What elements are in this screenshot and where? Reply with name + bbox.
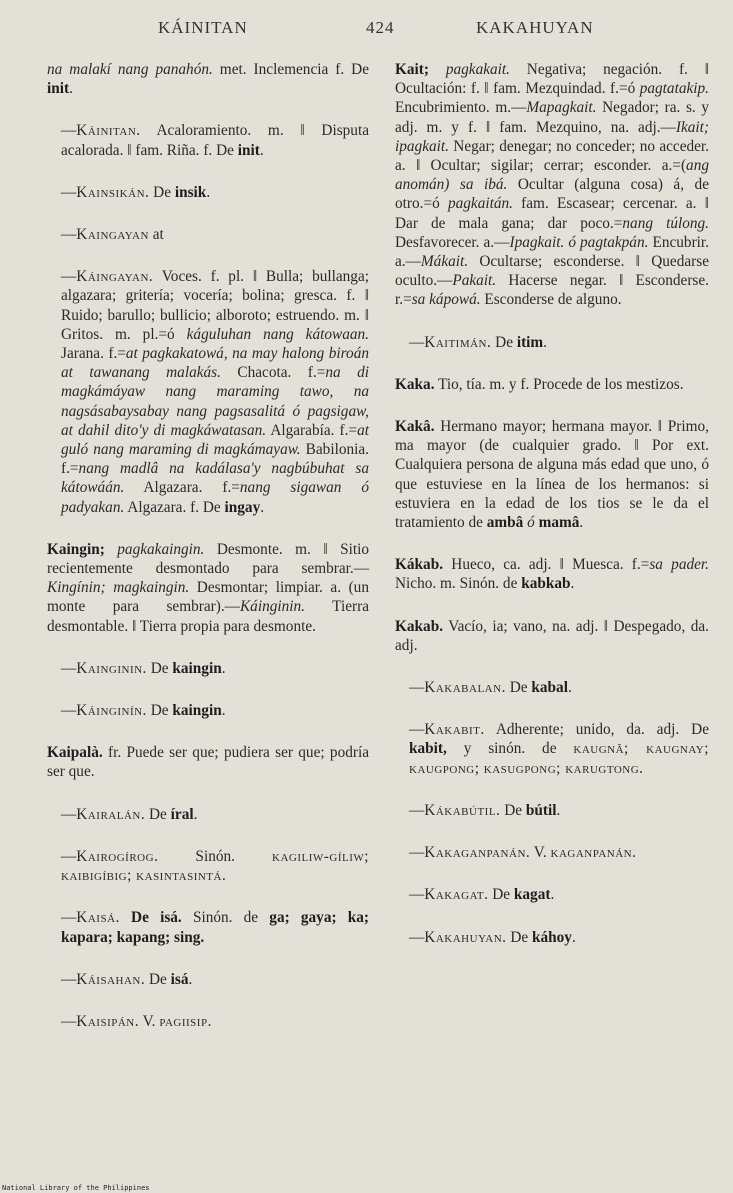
definition-text: De: [145, 805, 171, 823]
dictionary-entry: [395, 60, 709, 310]
definition-text: De: [149, 183, 175, 201]
definition-text: y sinón. de: [446, 740, 574, 758]
definition-text: Desmontar; limpiar. a. (un monte para sembrar).—: [47, 579, 369, 616]
left-column: [47, 60, 369, 1054]
dictionary-entry: [47, 540, 369, 636]
header-right-guide-word: KAKAHUYAN: [476, 18, 594, 37]
headword-text: Kákab.: [395, 556, 444, 574]
dictionary-subentry: [47, 659, 369, 678]
small-caps-ref: Kakaganpanán.: [424, 844, 531, 862]
definition-text: .: [579, 514, 584, 532]
headword-text: ingay: [224, 498, 261, 516]
definition-text: Tio, tía. m. y f. Procede de los mestizos.: [434, 375, 684, 393]
tagalog-example: na malakí nang panahón.: [47, 61, 213, 78]
headword-text: káhoy: [532, 928, 572, 946]
small-caps-ref: Káinitan.: [76, 122, 141, 140]
definition-text: —: [409, 844, 425, 862]
dictionary-subentry: [395, 928, 709, 947]
definition-text: Babilonia. f.=: [61, 441, 369, 478]
tagalog-example: pagkakaingin.: [117, 540, 205, 558]
definition-text: De: [505, 679, 532, 697]
headword-text: isá: [170, 970, 189, 988]
dictionary-subentry: [47, 1012, 369, 1031]
headword-text: De isá.: [131, 909, 182, 927]
dictionary-subentry: [47, 183, 369, 202]
small-caps-ref: Káinginín.: [76, 702, 147, 720]
definition-text: Hacerse negar. ‖ Esconderse. r.=: [395, 272, 709, 309]
tagalog-example: Ikait; ipagkait.: [395, 118, 709, 155]
headword-text: Kait;: [395, 61, 429, 78]
right-column: [395, 60, 709, 970]
definition-text: —: [61, 226, 77, 244]
dictionary-entry: [395, 555, 709, 593]
headword-text: kabkab: [521, 575, 571, 593]
tagalog-example: pagtatakip.: [639, 80, 709, 98]
tagalog-example: Pakait.: [452, 272, 497, 290]
definition-text: Vacío, ia; vano, na. adj. ‖ Despegado, da. adj.: [395, 617, 709, 654]
tagalog-example: at guló nang maraming di magkámayaw.: [61, 421, 369, 459]
definition-text: [120, 909, 131, 926]
headword-text: kabit,: [409, 740, 447, 758]
dictionary-subentry: [47, 970, 369, 989]
definition-text: Negar; denegar; no conceder; no acceder. a. ‖ Ocultar; sigilar; cerrar; esconder. a.=(: [395, 137, 709, 175]
small-caps-ref: Kaisipán.: [76, 1012, 140, 1030]
small-caps-ref: Kákabútil.: [424, 801, 501, 819]
headword-text: kaingin: [172, 659, 222, 677]
definition-text: —: [61, 122, 77, 140]
dictionary-subentry: [47, 805, 369, 824]
dictionary-subentry: [395, 843, 709, 862]
definition-text: met. Inclemencia f. De: [212, 61, 369, 78]
small-caps-ref: Kakagat.: [424, 886, 489, 904]
small-caps-ref: Káisahan.: [76, 970, 146, 988]
entry-continuation: [47, 60, 369, 98]
dictionary-entry: [395, 417, 709, 532]
tagalog-example: Káinginin.: [239, 598, 305, 616]
definition-text: —: [61, 702, 77, 720]
tagalog-example: at pagkakatowá, na may halong biroán at tawanang malakás.: [61, 345, 370, 382]
definition-text: De: [506, 928, 532, 946]
headword-text: Kaingin;: [47, 540, 105, 558]
small-caps-ref: Kainsikán.: [76, 183, 150, 201]
definition-text: Encubrimiento. m.—: [395, 99, 527, 117]
tagalog-example: ó: [527, 514, 535, 532]
definition-text: Ocultarse; esconderse. ‖ Quedarse oculto.—: [395, 253, 709, 290]
definition-text: —: [409, 333, 425, 351]
definition-text: Tierra desmontable. ‖ Tierra propia para desmonte.: [47, 598, 370, 635]
dictionary-subentry: [47, 225, 369, 244]
small-caps-ref: Káingayan.: [76, 268, 154, 286]
small-caps-ref: Kakahuyan.: [424, 928, 507, 946]
definition-text: Sinón.: [158, 847, 273, 865]
definition-text: De: [500, 801, 526, 819]
definition-text: .: [556, 801, 561, 819]
definition-text: Hermano mayor; hermana mayor. ‖ Primo, ma mayor (de cualquier grado. ‖ Por ext. Cualquiera persona de alguna más edad que uno, ó que estuviese en la línea de los hermanos: si estuviera en la edad de los tios se le da el tratamiento de: [395, 418, 709, 532]
definition-text: —: [409, 721, 425, 739]
headword-text: Kaipalà.: [47, 744, 103, 762]
definition-text: —: [409, 679, 425, 697]
dictionary-subentry: [395, 678, 709, 697]
definition-text: Algarabía. f.=: [266, 421, 358, 439]
definition-text: .: [543, 333, 547, 351]
dictionary-subentry: [47, 908, 369, 946]
definition-text: Adherente; unido, da. adj. De: [484, 721, 709, 739]
definition-text: Algazara. f.=: [124, 479, 240, 497]
definition-text: .: [259, 141, 264, 159]
dictionary-subentry: [395, 801, 709, 820]
dictionary-entry: [47, 743, 369, 781]
headword-text: mamâ: [538, 514, 580, 532]
definition-text: De: [488, 886, 514, 904]
definition-text: —: [61, 268, 77, 286]
tagalog-example: Kingínin; magkaingin.: [47, 579, 190, 597]
definition-text: Hueco, ca. adj. ‖ Muesca. f.=: [443, 556, 650, 574]
definition-text: —: [61, 1012, 77, 1030]
definition-text: Acaloramiento. m. ‖ Disputa acalorada. ‖ fam. Riña. f. De: [61, 122, 369, 159]
small-caps-ref: Kaisá.: [76, 909, 120, 927]
dictionary-subentry: [395, 885, 709, 904]
small-caps-ref: kaugnâ; kaugnay; kaugpong; kasugpong; karugtong.: [409, 740, 710, 777]
tagalog-example: Mákait.: [420, 253, 469, 271]
definition-text: .: [567, 679, 572, 697]
definition-text: Algazara. f. De: [124, 498, 225, 516]
small-caps-ref: Kainginin.: [76, 659, 147, 677]
dictionary-subentry: [47, 701, 369, 720]
headword-text: Kaka.: [395, 375, 435, 393]
headword-text: init: [237, 141, 260, 159]
definition-text: Voces. f. pl. ‖ Bulla; bullanga; algazara; gritería; vocería; bolina; gresca. f. ‖ Ruido; barullo; bullicio; alboroto; estruendo. m. ‖ Gritos. m. pl.=ó: [61, 268, 369, 343]
small-caps-ref: Kaitimán.: [424, 333, 492, 351]
definition-text: —: [61, 847, 77, 865]
definition-text: Ocultar (alguna cosa) á, de otro.=ó: [395, 176, 709, 213]
tagalog-example: káguluhan nang kátowaan.: [186, 325, 369, 343]
dictionary-subentry: [47, 847, 369, 885]
small-caps-ref: Kaingayan: [76, 226, 149, 244]
definition-text: .: [260, 498, 265, 516]
headword-text: bútil: [525, 801, 557, 819]
page-header: [0, 18, 733, 44]
tagalog-example: na di magkámáyaw nang maraming tawo, na nagsásabaysabay nang pagsasalitá ó pagsigaw, at dahil dito'y di magkáwatasan.: [61, 364, 369, 439]
headword-text: ambâ: [486, 514, 524, 532]
definition-text: Sinón. de: [181, 909, 270, 927]
small-caps-ref: Kairogírog.: [76, 847, 159, 865]
definition-text: .: [550, 886, 555, 904]
definition-text: Desfavorecer. a.—: [395, 233, 510, 251]
headword-text: Kakab.: [395, 617, 444, 635]
tagalog-example: sa pader.: [649, 556, 709, 574]
definition-text: Esconderse de alguno.: [480, 291, 622, 309]
definition-text: De: [145, 970, 171, 988]
page-number: 424: [366, 18, 395, 37]
definition-text: .: [69, 80, 73, 98]
definition-text: —: [61, 659, 77, 677]
tagalog-example: Ipagkait. ó pagtakpán.: [509, 233, 649, 251]
definition-text: .: [221, 659, 226, 677]
tagalog-example: ang anomán) sa ibá.: [395, 157, 709, 194]
definition-text: —: [61, 909, 77, 927]
dictionary-entry: [395, 617, 709, 655]
tagalog-example: pagkakait.: [445, 61, 510, 78]
definition-text: Negador; ra. s. y adj. m. y f. ‖ fam. Mezquino, na. adj.—: [395, 99, 709, 136]
definition-text: fr. Puede ser que; pudiera ser que; podría ser que.: [47, 744, 369, 781]
small-caps-ref: Kakabalan.: [424, 679, 506, 697]
dictionary-subentry: [47, 267, 369, 517]
small-caps-ref: kaganpanán.: [550, 844, 637, 862]
definition-text: —: [409, 801, 425, 819]
headword-text: kaingin: [172, 702, 222, 720]
definition-text: —: [61, 805, 77, 823]
definition-text: —: [409, 886, 425, 904]
tagalog-example: pagkaitán.: [447, 195, 513, 213]
definition-text: —: [61, 183, 77, 201]
headword-text: itim: [516, 333, 544, 351]
definition-text: Desmonte. m. ‖ Sitio recientemente desmontado para sembrar.—: [47, 540, 369, 578]
definition-text: Chacota. f.=: [220, 364, 326, 382]
tagalog-example: Mapagkait.: [526, 99, 597, 117]
definition-text: at: [148, 226, 164, 244]
definition-text: De: [146, 702, 173, 720]
definition-text: [105, 541, 117, 558]
headword-text: ga; gaya; ka; kapara; kapang; sing.: [61, 909, 370, 946]
definition-text: V.: [530, 844, 551, 862]
tagalog-example: nang sigawan ó padyakan.: [61, 479, 370, 516]
headword-text: kabal: [531, 679, 568, 697]
tagalog-example: nang madlâ na kadálasa'y nagbúbuhat sa kátowáán.: [61, 460, 369, 497]
header-left-guide-word: KÁINITAN: [158, 18, 248, 37]
definition-text: fam. Escasear; cercenar. a. ‖ Dar de mala gana; dar poco.=: [395, 195, 709, 232]
headword-text: kagat: [513, 886, 551, 904]
definition-text: .: [571, 928, 576, 946]
dictionary-subentry: [395, 720, 709, 778]
definition-text: Negativa; negación. f. ‖ Ocultación: f. ‖ fam. Mezquindad. f.=ó: [395, 61, 709, 98]
headword-text: íral: [170, 805, 194, 823]
definition-text: Nicho. m. Sinón. de: [395, 575, 522, 593]
small-caps-ref: kagiliw-gíliw; kaibigíbig; kasintasintá.: [61, 847, 369, 885]
definition-text: De: [491, 333, 517, 351]
definition-text: —: [409, 928, 425, 946]
definition-text: —: [61, 970, 77, 988]
definition-text: .: [221, 702, 226, 720]
tagalog-example: sa kápowá.: [411, 291, 481, 309]
definition-text: .: [188, 970, 193, 988]
headword-text: Kakâ.: [395, 418, 435, 436]
tagalog-example: nang túlong.: [622, 214, 709, 232]
dictionary-subentry: [47, 121, 369, 159]
small-caps-ref: Kakabit.: [424, 721, 485, 739]
small-caps-ref: pagiisip.: [159, 1012, 212, 1030]
library-footer: National Library of the Philippines: [2, 1184, 150, 1192]
headword-text: insik: [174, 183, 207, 201]
definition-text: .: [570, 575, 575, 593]
definition-text: .: [193, 805, 198, 823]
definition-text: Encubrir. a.—: [395, 233, 709, 271]
definition-text: V.: [139, 1012, 160, 1030]
definition-text: .: [206, 183, 211, 201]
small-caps-ref: Kairalán.: [76, 805, 146, 823]
dictionary-subentry: [395, 333, 709, 352]
definition-text: Jarana. f.=: [61, 345, 126, 363]
definition-text: De: [146, 659, 173, 677]
definition-text: [429, 61, 446, 78]
dictionary-entry: [395, 375, 709, 394]
headword-text: init: [47, 80, 70, 98]
